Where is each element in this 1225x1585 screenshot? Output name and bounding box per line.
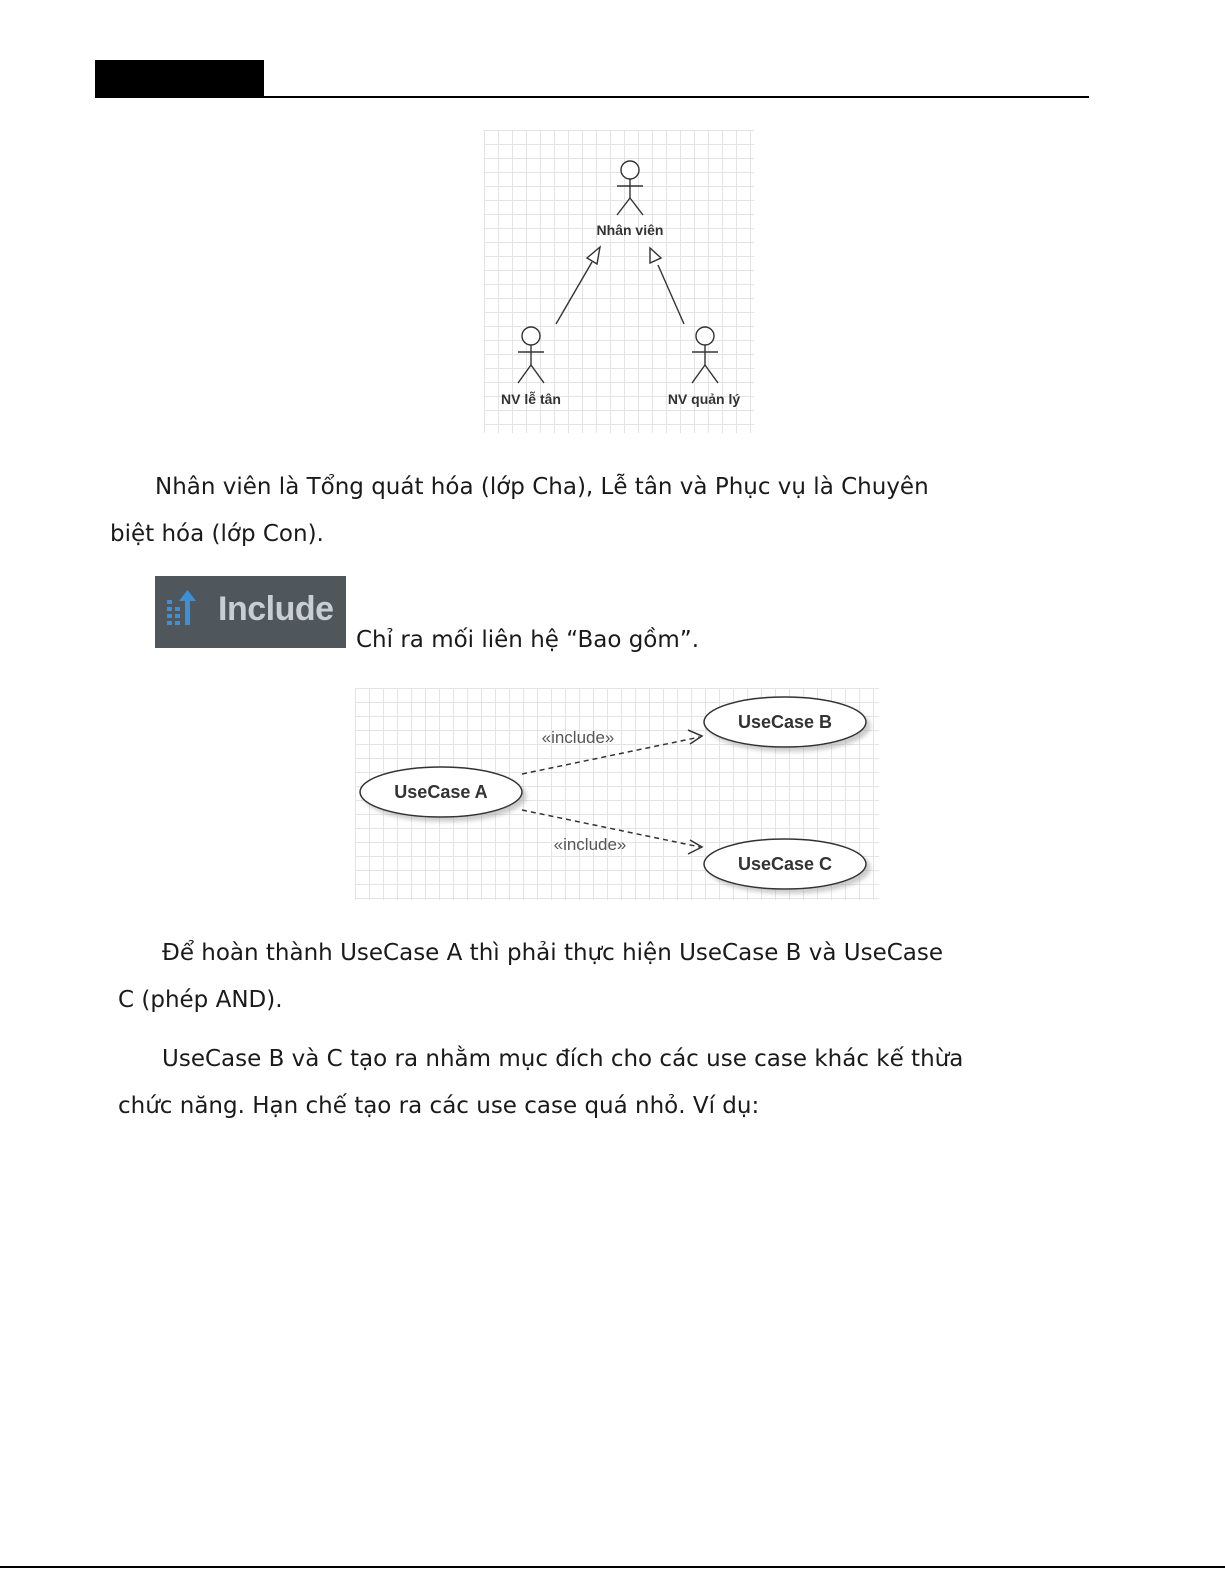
usecase-c-label: UseCase C [737, 854, 833, 874]
include-tool-label: Include [218, 590, 334, 628]
stereotype-c-label: «include» [553, 835, 627, 854]
paragraph-include-purpose-line1: UseCase B và C tạo ra nhằm mục đích cho các use case khác kế thừa [162, 1046, 964, 1072]
actor-generalization-diagram [484, 130, 754, 433]
stereotype-b-label: «include» [541, 728, 615, 747]
actor-right-figure [692, 327, 718, 383]
actor-parent-figure [617, 161, 643, 215]
paragraph-include-and [118, 930, 943, 1024]
paragraph-include-and-line2: C (phép AND). [118, 987, 283, 1013]
header-rule [95, 96, 1089, 98]
paragraph-include-and-line1: Để hoàn thành UseCase A thì phải thực hiện UseCase B và UseCase [162, 940, 944, 966]
actor-parent-label: Nhân viên [596, 222, 664, 238]
actor-left-figure [518, 327, 544, 383]
actor-left-label: NV lễ tân [501, 391, 561, 407]
usecase-a-label: UseCase A [394, 782, 488, 802]
include-arrow-icon [163, 588, 203, 636]
header-block [95, 60, 264, 96]
paragraph-include-purpose-line2: chức năng. Hạn chế tạo ra các use case quá nhỏ. Ví dụ: [118, 1093, 760, 1119]
include-tool-button [155, 576, 346, 648]
paragraph-generalization-line2: biệt hóa (lớp Con). [110, 521, 324, 547]
include-description: Chỉ ra mối liên hệ “Bao gồm”. [356, 627, 700, 653]
include-relationship-diagram [355, 688, 879, 900]
usecase-b-label: UseCase B [737, 712, 833, 732]
actor-generalization-svg [484, 130, 754, 433]
paragraph-generalization-line1: Nhân viên là Tổng quát hóa (lớp Cha), Lễ tân và Phục vụ là Chuyên [155, 474, 929, 500]
paragraph-include-purpose [118, 1036, 963, 1130]
include-relationship-svg [355, 688, 879, 900]
footer-rule [0, 1566, 1225, 1568]
actor-right-label: NV quản lý [667, 391, 741, 407]
paragraph-generalization [110, 464, 929, 558]
